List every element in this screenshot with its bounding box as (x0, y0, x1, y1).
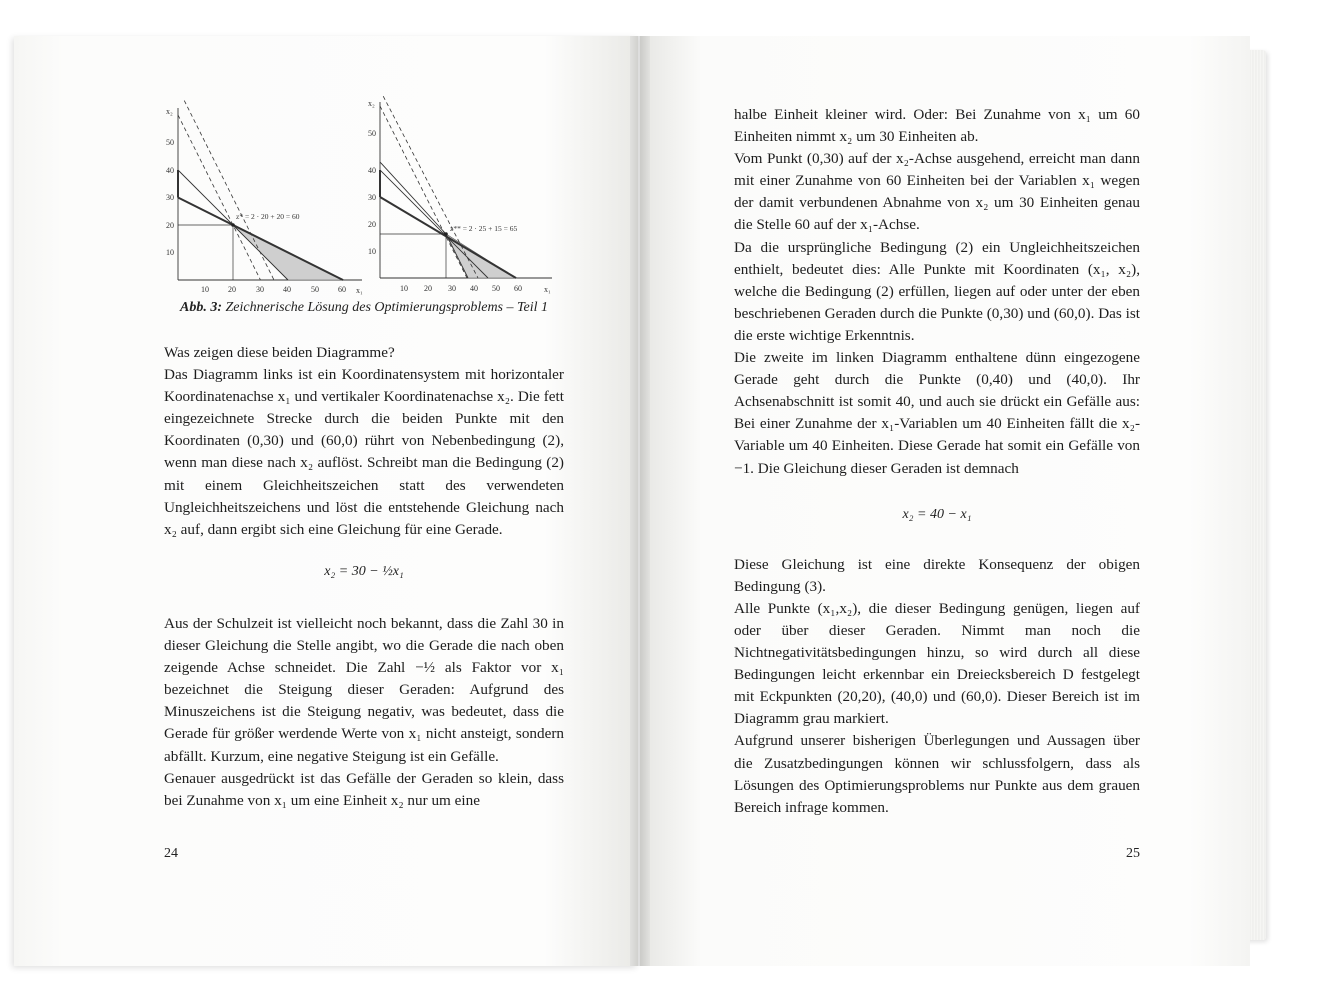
book-spine (630, 36, 650, 966)
x-tick: 20 (228, 285, 236, 294)
x-tick: 60 (338, 285, 346, 294)
right-diagram (366, 96, 556, 296)
left-page-text (164, 342, 564, 812)
y-tick: 40 (166, 166, 174, 175)
optimum-annotation: z** = 2 · 25 + 15 = 65 (450, 224, 518, 233)
y-tick: 40 (368, 166, 376, 175)
formula: x₂ = 40 − x₁ (902, 506, 972, 522)
x-tick: 30 (256, 285, 264, 294)
paragraph: Die zweite im linken Diagramm enthaltene dünn eingezogene Gerade geht durch die Punkte (0,40) und (40,0). Ihr Achsenabschnitt ist somit 40, und auch sie drückt ein Gefälle aus: Bei einer Zunahme der x₁-Variablen um 40 Einheiten fällt die x₂-Variable um 40 Einheiten. Diese Gerade hat somit ein Gefälle von −1. Die Gleichung dieser Geraden ist demnach (734, 349, 1140, 477)
x-tick: 60 (514, 284, 522, 293)
x-tick: 10 (400, 284, 408, 293)
paragraph: Was zeigen diese beiden Diagramme? (164, 344, 395, 361)
paragraph: halbe Einheit kleiner wird. Oder: Bei Zunahme von x₁ um 60 Einheiten nimmt x₂ um 30 Einheiten ab. (734, 106, 1140, 146)
x-axis-label: x₁ (544, 285, 551, 294)
y-axis-label: x₂ (368, 99, 375, 108)
paragraph: Da die ursprüngliche Bedingung (2) ein Ungleichheitszeichen enthielt, bedeutet dies: Alle Punkte mit Koordinaten (x₁, x₂), welche die Bedingung (2) erfüllen, liegen auf oder unter der eben beschriebenen Geraden durch die Punkte (0,30) und (60,0). Das ist die erste wichtige Erkenntnis. (734, 238, 1140, 344)
y-tick: 20 (368, 220, 376, 229)
y-tick: 50 (368, 129, 376, 138)
x-tick: 40 (470, 284, 478, 293)
y-tick: 30 (166, 193, 174, 202)
paragraph: Das Diagramm links ist ein Koordinatensystem mit horizontaler Koordinatenachse x₁ und vertikaler Koordinatenachse x₂. Die fett eingezeichnete Strecke durch die beiden Punkte mit den Koordinaten (0,30) und (60,0) rührt von Nebenbedingung (2), wenn man diese nach x₂ auflöst. Schreibt man die Bedingung (2) mit einem Gleichheitszeichen statt des verwendeten Ungleichheitszeichens und löst die entstehende Gleichung nach x₂ auf, dann ergibt sich eine Gleichung für eine Gerade. (164, 366, 564, 538)
y-axis-label: x₂ (166, 107, 173, 116)
paragraph: Aufgrund unserer bisherigen Überlegungen und Aussagen über die Zusatzbedingungen können wir schlussfolgern, dass als Lösungen des Optimierungsproblems nur Punkte aus dem grauen Bereich infrage kommen. (734, 732, 1140, 816)
page-number-right: 25 (1126, 846, 1140, 861)
right-page-text (734, 104, 1140, 819)
x-tick: 40 (283, 285, 291, 294)
page-number-left: 24 (164, 846, 178, 861)
left-diagram (166, 100, 366, 300)
y-tick: 20 (166, 221, 174, 230)
paragraph: Genauer ausgedrückt ist das Gefälle der Geraden so klein, dass bei Zunahme von x₁ um eine Einheit x₂ nur um eine (164, 769, 564, 809)
paragraph: Diese Gleichung ist eine direkte Konsequenz der obigen Bedingung (3). (734, 555, 1140, 595)
figure-caption (164, 300, 564, 316)
x-tick: 30 (448, 284, 456, 293)
y-tick: 10 (166, 248, 174, 257)
x-tick: 10 (201, 285, 209, 294)
figure-caption-text: Zeichnerische Lösung des Optimierungsproblems – Teil 1 (225, 300, 548, 315)
y-tick: 30 (368, 193, 376, 202)
figure-caption-label: Abb. 3: (179, 300, 222, 315)
x-tick: 50 (492, 284, 500, 293)
y-tick: 50 (166, 138, 174, 147)
paragraph: Aus der Schulzeit ist vielleicht noch bekannt, dass die Zahl 30 in dieser Gleichung die Stelle angibt, wo die Gerade die nach oben zeigende Achse schneidet. Die Zahl −½ als Faktor vor x₁ bezeichnet die Steigung dieser Geraden: Aufgrund des Minuszeichens ist die Steigung negativ, was bedeutet, dass die Gerade für größer werdende Werte von x₁ nicht ansteigt, sondern abfällt. Kurzum, eine negative Steigung ist ein Gefälle. (164, 614, 564, 765)
optimum-annotation: z* = 2 · 20 + 20 = 60 (236, 212, 300, 221)
paragraph: Vom Punkt (0,30) auf der x₂-Achse ausgehend, erreicht man dann mit einer Zunahme von 60 Einheiten bei der Variablen x₁ wegen der damit verbundenen Abnahme von x₂ um 30 Einheiten genau die Stelle 60 auf der x₁-Achse. (734, 150, 1140, 234)
x-axis-label: x₁ (356, 286, 363, 295)
y-tick: 10 (368, 247, 376, 256)
formula: x₂ = 30 − ½x₁ (324, 563, 404, 579)
x-tick: 20 (424, 284, 432, 293)
paragraph: Alle Punkte (x₁,x₂), die dieser Bedingung genügen, liegen auf oder über dieser Geraden. Nimmt man noch die Nichtnegativitätsbedingungen hinzu, so wird durch all diese Bedingungen leicht erkennbar ein Dreiecksbereich D festgelegt mit Eckpunkten (20,20), (40,0) und (60,0). Dieser Bereich ist im Diagramm grau markiert. (734, 599, 1140, 728)
x-tick: 50 (311, 285, 319, 294)
